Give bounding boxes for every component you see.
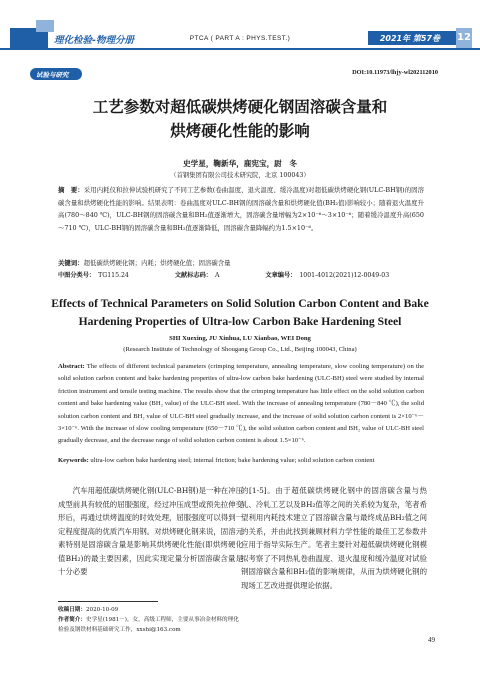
author-bio: 作者简介：史学星(1981－)，女，高级工程师，主要从事冶金材料的理化检验及钢铁材料基础研究工作，xxshi@163.com [58,617,239,633]
title-en: Effects of Technical Parameters on Solid Solution Carbon Content and Bake Hardening Properties of Ultra-low Carbon Bake Hardening Steel [51,297,429,328]
keywords-en-label: Keywords: [58,457,89,464]
abstract-cn-label: 摘 要： [58,186,84,194]
header-rule [0,48,480,50]
journal-name-cn: 理化检验-物理分册 [54,35,134,46]
affiliation-en: (Research Institute of Technology of Shougang Group Co., Ltd., Beijing 100043, China) [123,346,357,353]
keywords-cn-label: 关键词： [58,259,84,267]
footnote [58,605,243,635]
keywords-en-text: ultra-low carbon bake hardening steel; internal friction; bake hardening value; solid solution carbon content [88,457,375,464]
doi: DOI:10.11973/lhjy-wl202112010 [352,69,438,76]
page-number: 49 [428,636,435,644]
footnote-rule [58,601,158,602]
document-code: 文献标志码： A [174,272,220,279]
body-column-left [58,484,243,579]
volume-label: 2021年 第57卷 [379,34,440,43]
keywords-en [58,455,424,467]
column-tag: 试验与研究 [36,71,69,79]
authors-cn: 史学星，鞠新华，鹿宪宝，尉 冬 [183,159,297,168]
received-date: 收稿日期：2020-10-09 [58,607,119,613]
abstract-en-label: Abstract: [58,363,85,370]
keywords-cn [58,257,424,269]
journal-name-en: PTCA ( PART A : PHYS.TEST.) [189,35,291,42]
classification-info [58,270,433,279]
keywords-cn-text: 超低碳烘烤硬化钢；内耗；烘烤硬化值；固溶碳含量 [83,259,231,267]
body-paragraph-2: 的[1-5]。由于超低碳烘烤硬化钢中的固溶碳含量与热轧、冷轧工艺以及BH₂值等之间的关系较为复杂，笔者希望利用内耗技术建立了固溶碳含量与最终成品BH₂值之间的关系，并由此找到兼顾材料力学性能的最佳工艺参数并应用于指导实际生产。笔者主要针对超低碳烘烤硬化钢模拟考察了不同热轧卷曲温度、退火温度和缓冷温度对试验钢固溶碳含量和BH₂值的影响规律，从而为烘烤硬化钢的现场工艺改进提供理论依据。 [241,486,427,590]
title-cn-line-2: 烘烤硬化性能的影响 [170,122,310,140]
body-paragraph-1: 汽车用超低碳烘烤硬化钢(ULC-BH钢)是一种在冲压成型前具有较低的屈服强度，经过冲压成型或预先拉伸变形后，再通过烘烤温度的时效处理，屈服强度可以得到一定程度提高的优质汽车用钢。对烘烤硬化钢来说，固溶元素特别是固溶碳含量是影响其烘烤硬化性能(即烘烤硬化值BH₂)的最主要因素，因此实现定量分析固溶碳含量是十分必要 [58,486,243,576]
abstract-cn-text: 采用内耗仪和拉伸试验机研究了不同工艺参数(卷曲温度、退火温度、缓冷温度)对超低碳烘烤硬化钢(ULC-BH钢)的固溶碳含量和烘烤硬化性能的影响。结果表明：卷曲温度对ULC-BH钢的固溶碳含量和烘烤硬化值(BH₂值)影响较小；随着退火温度升高(780～840 ℃)，ULC-BH钢的固溶碳含量和BH₂值逐渐增大，固溶碳含量增幅为2×10⁻⁶～3×10⁻⁶；随着缓冷温度升高(650～710 ℃)，ULC-BH钢的固溶碳含量和BH₂值逐渐降低，固溶碳含量降幅约为1.5×10⁻⁶。 [58,186,424,232]
abstract-en [58,361,424,448]
abstract-cn [58,184,424,234]
authors-en: SHI Xuexing, JU Xinhua, LU Xianbao, WEI Dong [169,335,311,342]
journal-header [0,28,480,48]
clc-number: 中图分类号： TG115.24 [58,272,129,279]
article-number: 文章编号： 1001-4012(2021)12-0049-03 [265,272,390,279]
affiliation-cn: （首钢集团有限公司技术研究院，北京 100043） [170,172,310,179]
title-cn-line-1: 工艺参数对超低碳烘烤硬化钢固溶碳含量和 [92,98,388,116]
abstract-en-text: The effects of different technical parameters (crimping temperature, annealing temperature, slow cooling temperature) on the solid solution carbon content and bake hardening properties of ultra-low carbon bake hardening (ULC-BH) steel were studied by internal friction instrument and tensile testing machine. The results show that the crimping temperature has little effect on the solid solution carbon content and bake hardening value (BH₂ value) of the ULC-BH steel. With the increase of annealing temperature (780－840 ℃), the solid solution carbon content and BH₂ value of ULC-BH steel gradually increase, and the increase of solid solution carbon content is 2×10⁻⁶－3×10⁻⁶. With the increase of slow cooling temperature (650－710 ℃), the solid solution carbon content and BH₂ value of ULC-BH steel gradually decrease, and the decrease range of solid solution carbon content is about 1.5×10⁻⁶. [58,363,424,445]
issue-number: 12 [456,28,472,48]
journal-logo-accent [36,20,54,32]
body-column-right [241,484,427,592]
